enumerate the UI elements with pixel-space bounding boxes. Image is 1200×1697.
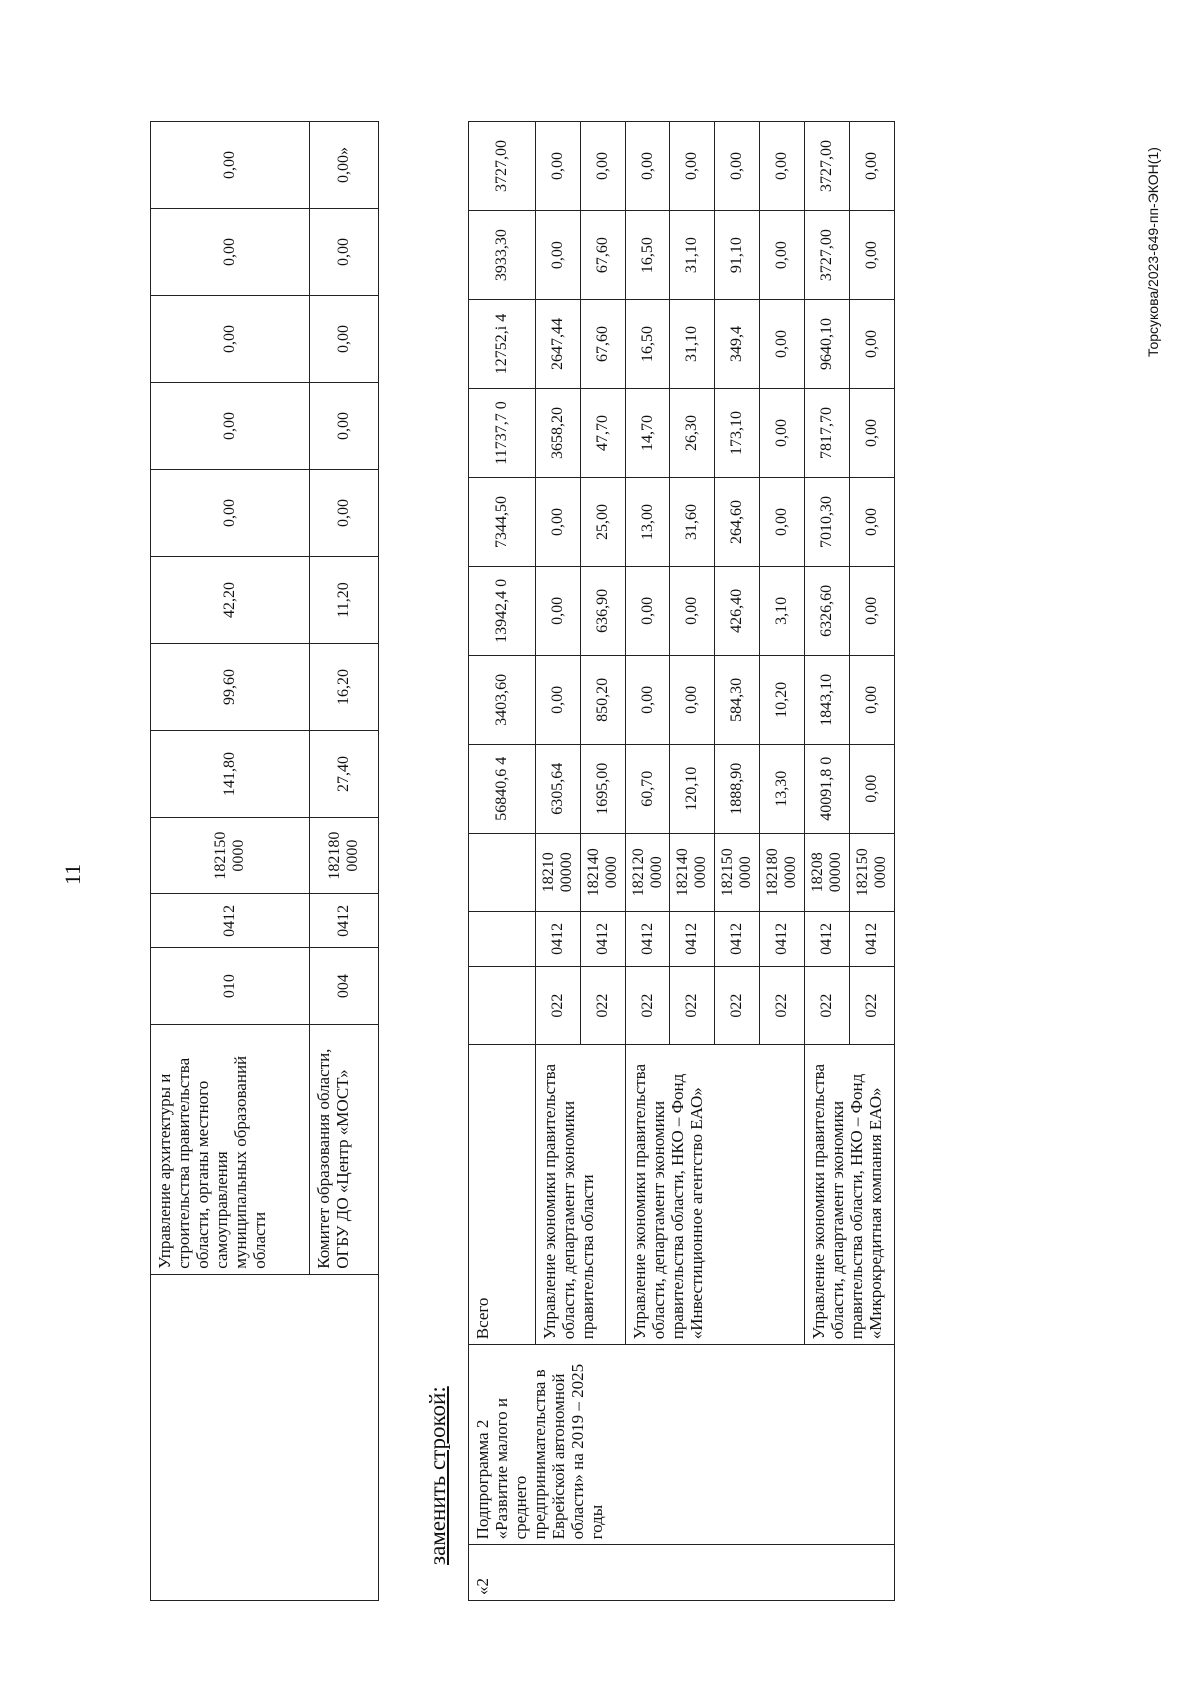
- value-cell: 850,20: [580, 655, 625, 744]
- value-cell: 349,4: [715, 300, 760, 389]
- value-cell: 0,00: [760, 477, 805, 566]
- value-cell: 0412: [151, 894, 310, 948]
- value-cell: 0,00: [151, 209, 310, 296]
- value-cell: 27,40: [310, 731, 379, 818]
- value-cell: 3727,00: [804, 122, 849, 211]
- value-cell: 022: [536, 967, 581, 1045]
- value-cell: 0412: [804, 911, 849, 967]
- value-cell: 0,00: [760, 122, 805, 211]
- value-cell: 0,00: [760, 389, 805, 478]
- value-cell: 12752,і 4: [469, 300, 536, 389]
- value-cell: 7010,30: [804, 477, 849, 566]
- value-cell: 3727,00: [804, 211, 849, 300]
- value-cell: 182140 0000: [670, 833, 715, 911]
- value-cell: 18210 00000: [536, 833, 581, 911]
- value-cell: 0,00: [849, 655, 894, 744]
- value-cell: 31,10: [670, 300, 715, 389]
- value-cell: 636,90: [580, 566, 625, 655]
- value-cell: 0,00: [849, 389, 894, 478]
- value-cell: 004: [310, 948, 379, 1024]
- value-cell: 0,00: [151, 296, 310, 383]
- value-cell: 0,00: [760, 300, 805, 389]
- value-cell: 0,00: [310, 470, 379, 557]
- value-cell: 0,00: [536, 477, 581, 566]
- executor-cell: Управление архитектуры и строительства правительства области, органы местного самоуправления муниципальных образований области: [151, 1024, 310, 1274]
- value-cell: 13,00: [625, 477, 670, 566]
- value-cell: 182120 0000: [625, 833, 670, 911]
- value-cell: 182150 0000: [151, 818, 310, 894]
- executor-cell: Управление экономики правительства области, департамент экономики правительства области, НКО – Фонд «Микрокредитная компания ЕАО»: [804, 1045, 894, 1345]
- value-cell: 0,00: [151, 470, 310, 557]
- value-cell: 60,70: [625, 744, 670, 833]
- value-cell: 1843,10: [804, 655, 849, 744]
- executor-cell: Комитет образования области, ОГБУ ДО «Центр «МОСТ»: [310, 1024, 379, 1274]
- value-cell: 91,10: [715, 211, 760, 300]
- value-cell: 31,10: [670, 211, 715, 300]
- value-cell: 42,20: [151, 557, 310, 644]
- table-previous-rows: [150, 121, 379, 1601]
- value-cell: 0,00: [310, 209, 379, 296]
- value-cell: 7817,70: [804, 389, 849, 478]
- value-cell: 022: [849, 967, 894, 1045]
- value-cell: 67,60: [580, 300, 625, 389]
- value-cell: 0412: [625, 911, 670, 967]
- value-cell: 0,00: [536, 211, 581, 300]
- value-cell: 0,00: [849, 744, 894, 833]
- value-cell: 0,00: [715, 122, 760, 211]
- value-cell: 0,00: [580, 122, 625, 211]
- value-cell: 16,50: [625, 300, 670, 389]
- value-cell: 6326,60: [804, 566, 849, 655]
- value-cell: 13942,4 0: [469, 566, 536, 655]
- value-cell: 0,00: [849, 300, 894, 389]
- value-cell: 9640,10: [804, 300, 849, 389]
- value-cell: 0,00: [536, 655, 581, 744]
- value-cell: 182140 0000: [580, 833, 625, 911]
- value-cell: [469, 967, 536, 1045]
- value-cell: 99,60: [151, 644, 310, 731]
- value-cell: 120,10: [670, 744, 715, 833]
- value-cell: 0,00: [849, 211, 894, 300]
- value-cell: 0412: [760, 911, 805, 967]
- value-cell: 18208 00000: [804, 833, 849, 911]
- value-cell: 022: [804, 967, 849, 1045]
- value-cell: 022: [715, 967, 760, 1045]
- value-cell: 0412: [580, 911, 625, 967]
- value-cell: 182150 0000: [715, 833, 760, 911]
- replace-caption: заменить строкой:: [425, 1386, 450, 1565]
- value-cell: 11,20: [310, 557, 379, 644]
- value-cell: 3727,00: [469, 122, 536, 211]
- value-cell: 141,80: [151, 731, 310, 818]
- value-cell: 010: [151, 948, 310, 1024]
- value-cell: 26,30: [670, 389, 715, 478]
- value-cell: 182180 0000: [760, 833, 805, 911]
- program-cell-empty: [151, 1274, 379, 1600]
- value-cell: 31,60: [670, 477, 715, 566]
- value-cell: 0,00: [670, 122, 715, 211]
- value-cell: 0,00: [310, 296, 379, 383]
- page-number: 11: [60, 863, 85, 885]
- value-cell: 0,00: [670, 566, 715, 655]
- value-cell: 0,00: [670, 655, 715, 744]
- value-cell: 0,00: [536, 122, 581, 211]
- value-cell: 16,50: [625, 211, 670, 300]
- value-cell: 0412: [849, 911, 894, 967]
- executor-cell: Управление экономики правительства области, департамент экономики правительства области, НКО – Фонд «Инвестиционное агентство ЕАО»: [625, 1045, 804, 1345]
- value-cell: 47,70: [580, 389, 625, 478]
- value-cell: 3933,30: [469, 211, 536, 300]
- executor-cell: Всего: [469, 1045, 536, 1345]
- value-cell: 022: [670, 967, 715, 1045]
- document-footer: Торсукова/2023-649-пп-ЭКОН(1): [1145, 147, 1161, 357]
- value-cell: 0,00: [849, 477, 894, 566]
- value-cell: 14,70: [625, 389, 670, 478]
- value-cell: 0,00: [625, 566, 670, 655]
- value-cell: 13,30: [760, 744, 805, 833]
- value-cell: 022: [580, 967, 625, 1045]
- row-number-cell: «2: [469, 1545, 895, 1601]
- value-cell: 022: [625, 967, 670, 1045]
- value-cell: 3658,20: [536, 389, 581, 478]
- value-cell: 0,00: [151, 122, 310, 209]
- value-cell: [469, 911, 536, 967]
- program-name-cell: Подпрограмма 2 «Развитие малого и среднего предпринимательства в Еврейской автономной области» на 2019 – 2025 годы: [469, 1345, 895, 1545]
- value-cell: 2647,44: [536, 300, 581, 389]
- value-cell: 182180 0000: [310, 818, 379, 894]
- value-cell: 11737,7 0: [469, 389, 536, 478]
- value-cell: 16,20: [310, 644, 379, 731]
- value-cell: 0412: [310, 894, 379, 948]
- table-replacement-rows: [468, 121, 895, 1601]
- value-cell: 0412: [715, 911, 760, 967]
- value-cell: 67,60: [580, 211, 625, 300]
- value-cell: 426,40: [715, 566, 760, 655]
- value-cell: 56840,6 4: [469, 744, 536, 833]
- value-cell: 182150 0000: [849, 833, 894, 911]
- value-cell: 3403,60: [469, 655, 536, 744]
- value-cell: 0,00: [310, 383, 379, 470]
- value-cell: 0,00: [625, 655, 670, 744]
- value-cell: 0,00: [849, 122, 894, 211]
- value-cell: 0,00: [849, 566, 894, 655]
- value-cell: 264,60: [715, 477, 760, 566]
- value-cell: 584,30: [715, 655, 760, 744]
- value-cell: 0,00: [760, 211, 805, 300]
- value-cell: 1888,90: [715, 744, 760, 833]
- value-cell: 0412: [670, 911, 715, 967]
- value-cell: 25,00: [580, 477, 625, 566]
- value-cell: 40091,8 0: [804, 744, 849, 833]
- value-cell: 6305,64: [536, 744, 581, 833]
- value-cell: 7344,50: [469, 477, 536, 566]
- table-row: [151, 122, 310, 1601]
- table-row: [469, 122, 536, 1601]
- value-cell: 0412: [536, 911, 581, 967]
- value-cell: 0,00: [536, 566, 581, 655]
- executor-cell: Управление экономики правительства области, департамент экономики правительства области: [536, 1045, 626, 1345]
- value-cell: 10,20: [760, 655, 805, 744]
- value-cell: 0,00: [151, 383, 310, 470]
- value-cell: 0,00: [625, 122, 670, 211]
- value-cell: 173,10: [715, 389, 760, 478]
- value-cell: [469, 833, 536, 911]
- value-cell: 0,00»: [310, 122, 379, 209]
- value-cell: 022: [760, 967, 805, 1045]
- value-cell: 1695,00: [580, 744, 625, 833]
- value-cell: 3,10: [760, 566, 805, 655]
